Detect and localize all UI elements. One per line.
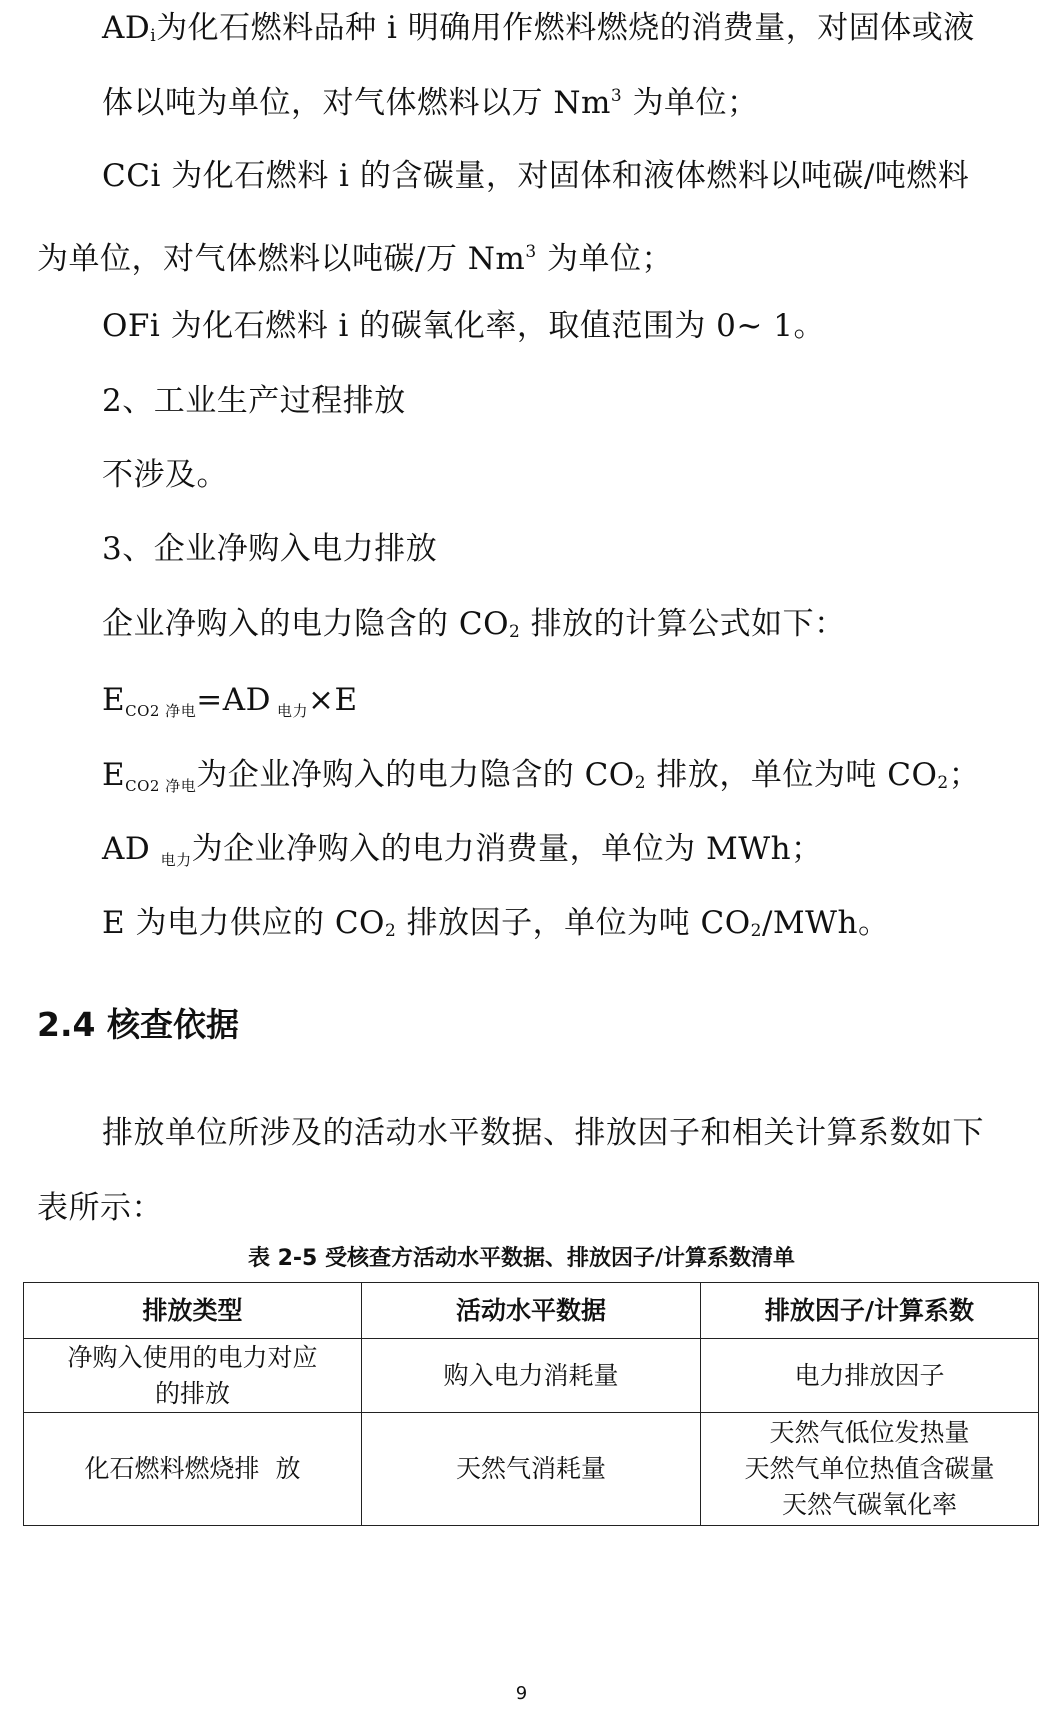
text-segment: ； — [948, 757, 981, 793]
of-definition: OFi 为化石燃料 i 的碳氧化率，取值范围为 0~ 1。 — [102, 308, 825, 344]
formula-e: E — [102, 682, 126, 718]
text-segment: 企业净购入的电力隐含的 CO — [102, 606, 509, 642]
text-segment: 排放，单位为吨 CO — [646, 757, 938, 793]
electricity-emission-formula — [102, 680, 358, 731]
subscript: 电力 — [276, 702, 308, 720]
superscript: 3 — [610, 86, 623, 106]
ad-definition-line2 — [102, 76, 759, 123]
text-segment: 体以吨为单位，对气体燃料以万 Nm — [102, 85, 611, 121]
text-segment: 为企业净购入的电力隐含的 CO — [196, 757, 635, 793]
e-definition — [102, 755, 980, 806]
subscript: 电力 — [160, 851, 192, 869]
text-segment: 排放的计算公式如下： — [520, 606, 846, 642]
subscript: 2 — [937, 773, 949, 793]
subscript: 2 — [634, 773, 647, 793]
section-2-title: 2、工业生产过程排放 — [102, 383, 406, 419]
cell-emission-type — [24, 1339, 362, 1413]
text-segment: AD — [102, 831, 161, 867]
text-segment: /MWh。 — [761, 905, 890, 941]
header-emission-type: 排放类型 — [24, 1283, 362, 1339]
text-segment: E — [102, 757, 126, 793]
text-segment: 为化石燃料品种 i 明确用作燃料燃烧的消费量，对固体或液 — [156, 10, 975, 46]
table-row — [24, 1413, 1039, 1526]
page-number: 9 — [515, 1683, 528, 1704]
subscript: 2 — [750, 921, 762, 941]
text-segment: 为单位，对气体燃料以吨碳/万 Nm — [37, 241, 526, 277]
text-segment: AD — [102, 10, 151, 46]
table-caption: 表 2-5 受核查方活动水平数据、排放因子/计算系数清单 — [247, 1246, 796, 1271]
formula-eq: =AD — [196, 682, 271, 718]
section-heading: 2.4 核查依据 — [37, 1005, 239, 1044]
cell-activity-data: 天然气消耗量 — [362, 1413, 701, 1526]
subscript: i — [150, 26, 157, 46]
superscript: 3 — [525, 242, 537, 262]
subscript: CO2 净电 — [125, 777, 197, 795]
cc-definition-line2 — [37, 232, 673, 279]
text-segment: 为单位； — [622, 85, 759, 121]
emission-data-table — [23, 1282, 1039, 1526]
table-row — [24, 1339, 1039, 1413]
section-2-body: 不涉及。 — [102, 457, 228, 493]
text-segment: 为企业净购入的电力消费量，单位为 MWh； — [191, 831, 823, 867]
cc-definition-line1: CCi 为化石燃料 i 的含碳量，对固体和液体燃料以吨碳/吨燃料 — [102, 158, 970, 194]
text-segment: 排放因子，单位为吨 CO — [396, 905, 751, 941]
cell-emission-type: 化石燃料燃烧排 放 — [24, 1413, 362, 1526]
cell-text: 天然气碳氧化率 — [781, 1490, 957, 1519]
text-segment: E 为电力供应的 CO — [102, 905, 385, 941]
table-header-row — [24, 1283, 1039, 1339]
cell-text: 净购入使用的电力对应 — [67, 1342, 318, 1372]
basis-paragraph-line2: 表所示： — [37, 1190, 163, 1226]
emission-factor-definition — [102, 903, 890, 951]
formula-tail: ×E — [307, 682, 358, 718]
subscript: 2 — [509, 622, 521, 642]
subscript: CO2 净电 — [125, 702, 197, 720]
header-emission-factor: 排放因子/计算系数 — [701, 1283, 1039, 1339]
basis-paragraph-line1: 排放单位所涉及的活动水平数据、排放因子和相关计算系数如下 — [102, 1115, 984, 1151]
section-3-title: 3、企业净购入电力排放 — [102, 531, 438, 567]
cell-activity-data: 购入电力消耗量 — [362, 1339, 701, 1413]
cell-text: 的排放 — [154, 1378, 230, 1408]
subscript: 2 — [384, 921, 397, 941]
ad-definition-line1 — [102, 8, 975, 56]
header-activity-data: 活动水平数据 — [362, 1283, 701, 1339]
cell-emission-factor — [701, 1413, 1039, 1526]
cell-emission-factor: 电力排放因子 — [701, 1339, 1039, 1413]
section-3-intro — [102, 604, 846, 652]
cell-text: 天然气低位发热量 — [769, 1418, 970, 1447]
ad-electricity-definition — [102, 829, 823, 880]
cell-text: 天然气单位热值含碳量 — [744, 1454, 995, 1483]
text-segment: 为单位； — [536, 241, 674, 277]
